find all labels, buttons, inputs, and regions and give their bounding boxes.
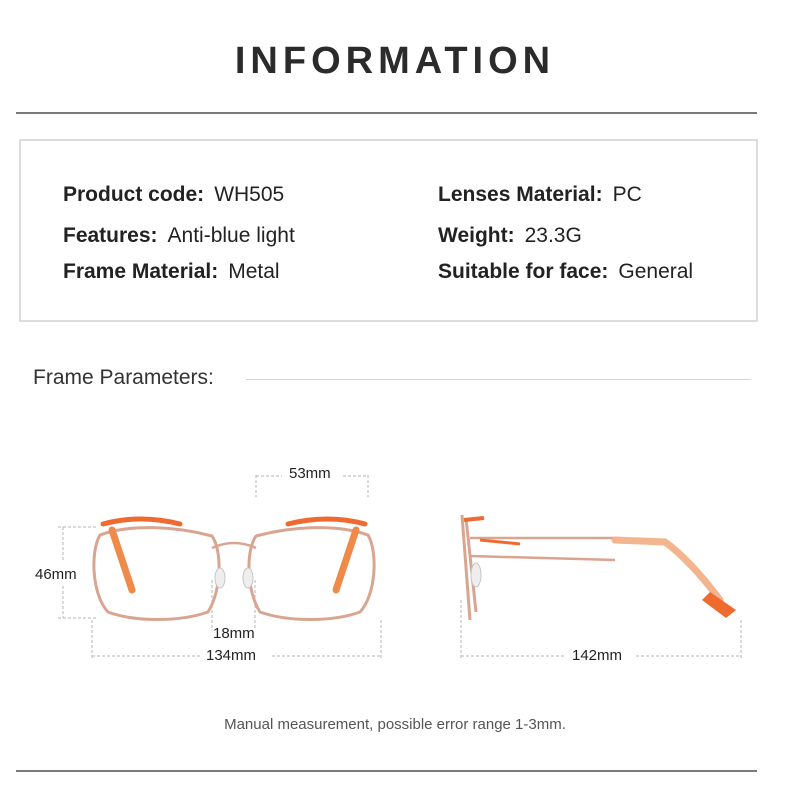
side-brow-bar [464, 518, 484, 520]
product-code-value: WH505 [214, 183, 285, 206]
measurement-disclaimer: Manual measurement, possible error range 1-3mm. [224, 716, 566, 733]
glasses-front-view [0, 440, 420, 680]
frame-parameters-heading: Frame Parameters: [33, 366, 214, 389]
temple-length-label: 142mm [572, 647, 623, 664]
lenses-material-value: PC [612, 183, 642, 206]
weight-row [438, 224, 582, 248]
top-divider [16, 112, 757, 114]
temple-tip [615, 540, 720, 600]
lenses-material-label: Lenses Material: [438, 183, 603, 206]
lens-height-label: 46mm [35, 566, 77, 583]
frame-parameters-divider [246, 379, 751, 380]
bridge-width-label: 18mm [213, 625, 255, 642]
bottom-divider [16, 770, 757, 772]
bridge [212, 543, 256, 548]
left-temple-front [112, 530, 132, 590]
weight-value: 23.3G [524, 224, 582, 247]
weight-label: Weight: [438, 224, 515, 247]
right-brow-bar [288, 519, 365, 524]
features-label: Features: [63, 224, 158, 247]
frame-material-row [63, 260, 280, 284]
left-brow-bar [103, 519, 180, 524]
product-code-row [63, 183, 284, 207]
suitable-face-value: General [618, 260, 694, 283]
page-title: INFORMATION [234, 40, 556, 82]
left-nose-pad [215, 568, 225, 588]
features-value: Anti-blue light [167, 224, 295, 247]
lens-width-label: 53mm [289, 465, 331, 482]
frame-material-label: Frame Material: [63, 260, 219, 283]
right-temple-front [336, 530, 356, 590]
right-nose-pad [243, 568, 253, 588]
side-nose-pad [471, 563, 481, 587]
frame-width-label: 134mm [206, 647, 257, 664]
product-code-label: Product code: [63, 183, 205, 206]
temple-accent [480, 540, 520, 544]
frame-material-value: Metal [228, 260, 280, 283]
suitable-face-label: Suitable for face: [438, 260, 609, 283]
features-row [63, 224, 295, 248]
lenses-material-row [438, 183, 642, 207]
product-info-box [19, 139, 758, 322]
suitable-face-row [438, 260, 693, 284]
